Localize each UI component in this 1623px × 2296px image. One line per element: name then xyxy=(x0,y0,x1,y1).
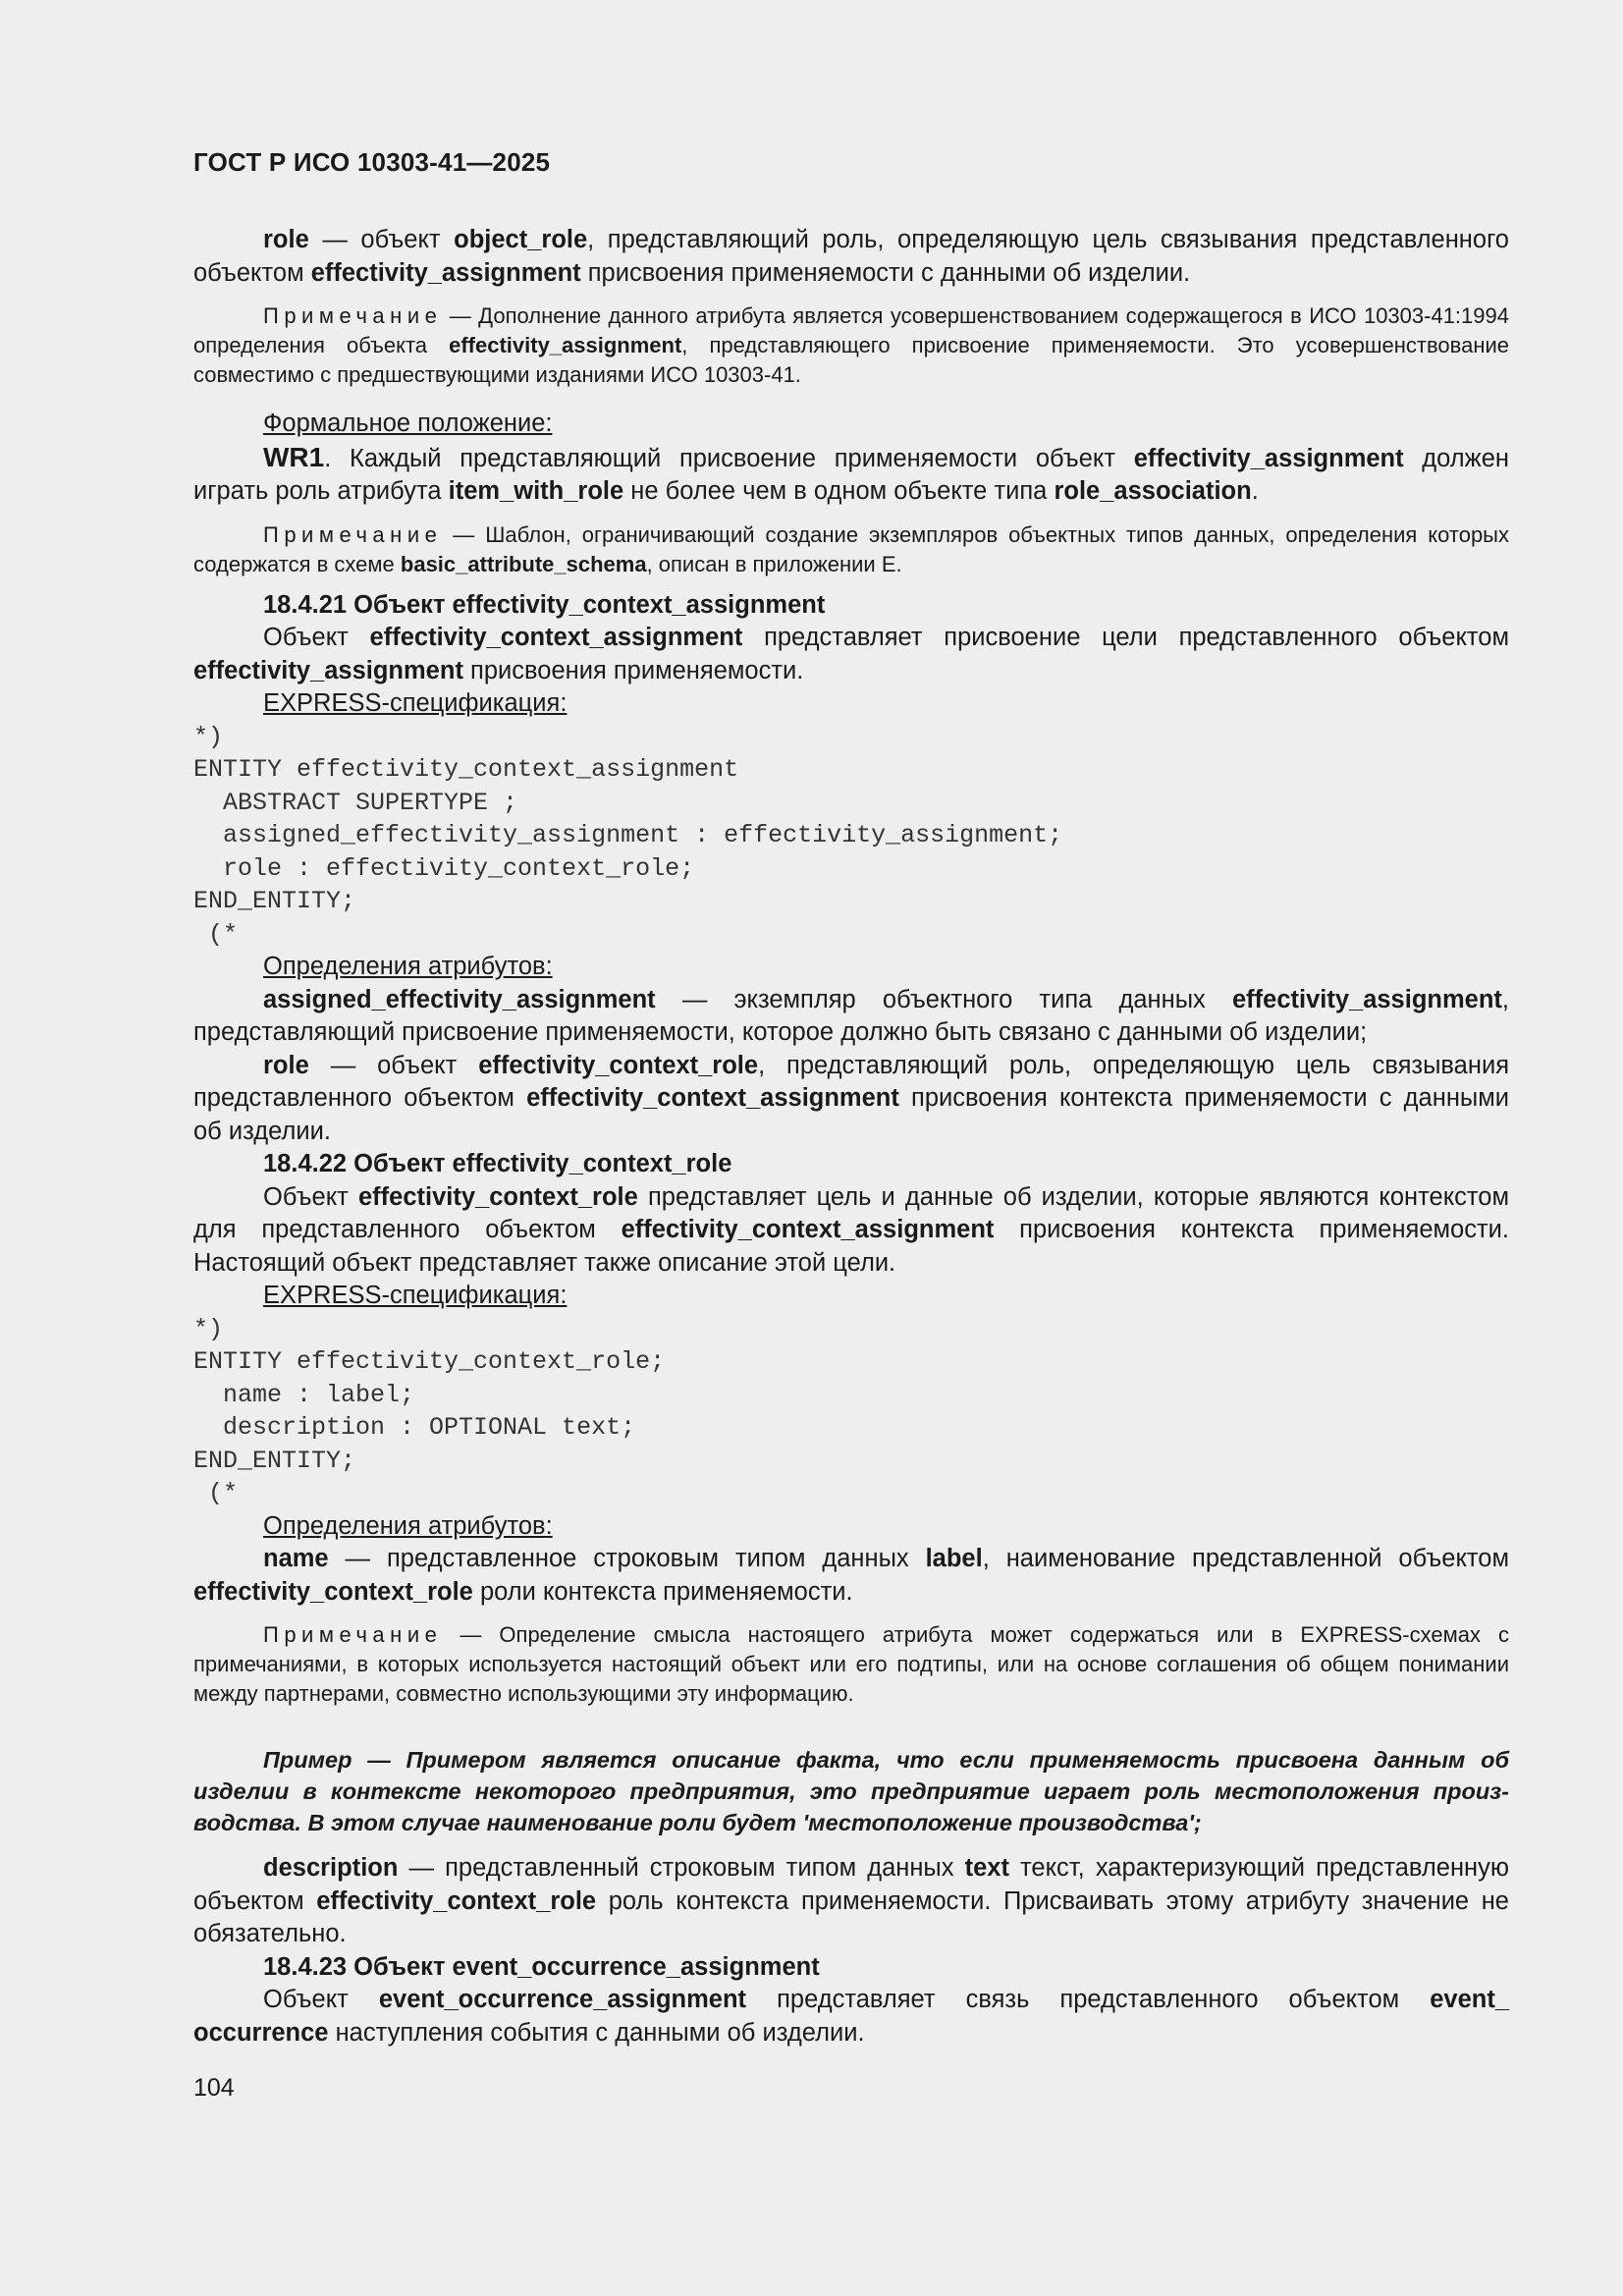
term: role_association xyxy=(1054,477,1252,505)
note-2 xyxy=(193,520,1509,579)
page-content xyxy=(193,224,1509,2050)
term: item_with_role xyxy=(448,477,624,505)
text: — экземпляр объектного типа данных xyxy=(655,985,1232,1013)
text: Объект xyxy=(263,624,370,651)
text: присвоения применяемости. xyxy=(462,656,804,684)
paragraph-description xyxy=(193,1852,1509,1951)
term: effectivity_context_assignment xyxy=(621,1216,995,1243)
text: — представленный строковым типом данных xyxy=(398,1854,965,1882)
term: object_role xyxy=(454,226,588,253)
text: . Каждый представляющий присвоение применяемости объект xyxy=(324,444,1134,472)
paragraph-assigned-effectivity xyxy=(193,984,1509,1050)
text: присвоения контекста применяемости. Настоящий объект представляет также описание этой цели. xyxy=(193,1216,1509,1277)
text: — объект xyxy=(308,1051,479,1079)
text: — Дополнение данного атрибута является усовершенствованием содержащегося в ИСО 10303-41:1994 определения объекта xyxy=(193,303,1509,357)
term: effectivity_assignment xyxy=(193,656,463,684)
text: присвоения применяемости с данными об изделии. xyxy=(580,258,1191,287)
text: присвоения контекста применяемости с данными об изделии. xyxy=(193,1084,1510,1145)
text: должен играть роль атрибута xyxy=(193,444,1510,505)
section-heading-18-4-22: 18.4.22 Объект effectivity_context_role xyxy=(263,1150,732,1177)
term: effectivity_assignment xyxy=(1231,985,1502,1013)
text: , представляющий роль, определяющую цель связывания представленного объектом xyxy=(193,226,1509,287)
term: basic_attribute_schema xyxy=(400,551,647,576)
note-3 xyxy=(193,1620,1509,1709)
text: — объект xyxy=(308,226,455,253)
note-label: Примечание xyxy=(263,1622,443,1647)
term: effectivity_context_role xyxy=(478,1051,759,1079)
document-header: ГОСТ Р ИСО 10303-41—2025 xyxy=(193,147,551,177)
term: role xyxy=(263,226,309,253)
term: name xyxy=(263,1545,329,1572)
text: . xyxy=(1251,477,1259,505)
text: — представленное строковым типом данных xyxy=(328,1545,926,1572)
section-heading-18-4-21: 18.4.21 Объект effectivity_context_assignment xyxy=(263,590,826,619)
paragraph-context-role xyxy=(193,1181,1509,1281)
text: роли контекста применяемости. xyxy=(472,1577,853,1606)
express-code-block: *) ENTITY effectivity_context_assignment ABSTRACT SUPERTYPE ; assigned_effectivity_assignment : effectivity_assignment; role : effectivity_context_role; END_ENTITY; (* xyxy=(193,722,1063,949)
rule-label: WR1 xyxy=(263,441,325,472)
text: , представляющего присвоение применяемости. Это усовершенствование совместимо с предшествующими изданиями ИСО 10303-41. xyxy=(193,333,1510,387)
term: effectivity_context_role xyxy=(193,1577,473,1606)
paragraph-context-assignment xyxy=(193,622,1509,687)
text: , представляющий роль, определяющую цель связывания представленного объектом xyxy=(193,1051,1509,1112)
term: assigned_effectivity_assignment xyxy=(263,985,656,1013)
term: effectivity_assignment xyxy=(449,333,682,357)
paragraph-event-occurrence xyxy=(193,1984,1509,2050)
text: роль контекста применяемости. Присваивать этому атрибуту значение не обязательно. xyxy=(193,1886,1509,1947)
term: event_occurrence_assignment xyxy=(378,1986,747,2013)
term: effectivity_context_assignment xyxy=(369,624,743,651)
page-number: 104 xyxy=(193,2074,235,2102)
text: — Шаблон, ограничивающий создание экземпляров объектных типов данных, определения которых содержатся в схеме xyxy=(193,521,1509,576)
text: не более чем в одном объекте типа xyxy=(623,477,1055,505)
paragraph-role-context xyxy=(193,1050,1509,1149)
text: , описан в приложении E. xyxy=(646,551,902,576)
text: текст, характеризующий представленную объектом xyxy=(193,1854,1509,1915)
term: role xyxy=(263,1051,309,1079)
term: effectivity_context_role xyxy=(357,1182,638,1211)
note-1 xyxy=(193,301,1509,390)
term: event_ occurrence xyxy=(193,1986,1509,2047)
text: — Определение смысла настоящего атрибута может содержаться или в EXPRESS-схемах с примечаниями, в которых используется настоящий объект или его подтипы, или на основе соглашения об общем понимании между партнерами, совместно использующими эту информацию. xyxy=(193,1622,1509,1706)
example-paragraph: Пример — Примером является описание факта, что если применяемость присвоена данным об изделии в контексте некоторого предприятия, это предприятие играет роль местоположения производства. В этом случае наименование роли будет 'местоположение производства'; xyxy=(193,1747,1509,1835)
term: text xyxy=(964,1854,1009,1882)
note-label: Примечание xyxy=(263,303,443,328)
term: label xyxy=(925,1545,983,1572)
term: effectivity_assignment xyxy=(1133,444,1404,472)
section-heading-18-4-23: 18.4.23 Объект event_occurrence_assignment xyxy=(263,1952,820,1981)
text: , наименование представленной объектом xyxy=(982,1545,1509,1572)
text: Объект xyxy=(263,1986,379,2013)
formal-provision-heading: Формальное положение: xyxy=(263,410,553,437)
express-spec-heading: EXPRESS-спецификация: xyxy=(263,1282,568,1309)
text: Объект xyxy=(263,1182,358,1211)
text: наступления события с данными об изделии. xyxy=(328,2018,865,2047)
paragraph-role xyxy=(193,224,1509,290)
term: description xyxy=(263,1854,399,1882)
attribute-definitions-heading: Определения атрибутов: xyxy=(263,1511,553,1540)
paragraph-name xyxy=(193,1543,1509,1609)
note-label: Примечание xyxy=(263,521,443,547)
text: представляет присвоение цели представленного объектом xyxy=(742,624,1509,651)
text: , представляющий присвоение применяемости, которое должно быть связано с данными об изделии; xyxy=(193,985,1509,1046)
text: представляет связь представленного объектом xyxy=(746,1986,1431,2013)
term: effectivity_context_assignment xyxy=(526,1084,899,1112)
paragraph-wr1 xyxy=(193,441,1509,509)
term: effectivity_context_role xyxy=(316,1886,597,1915)
attribute-definitions-heading: Определения атрибутов: xyxy=(263,953,553,980)
term: effectivity_assignment xyxy=(310,258,581,287)
text: представляет цель и данные об изделии, которые являются контекстом для представленного объектом xyxy=(193,1182,1509,1243)
express-code-block: *) ENTITY effectivity_context_role; name : label; description : OPTIONAL text; END_ENTITY; (* xyxy=(193,1314,666,1507)
express-spec-heading: EXPRESS-спецификация: xyxy=(263,689,568,717)
